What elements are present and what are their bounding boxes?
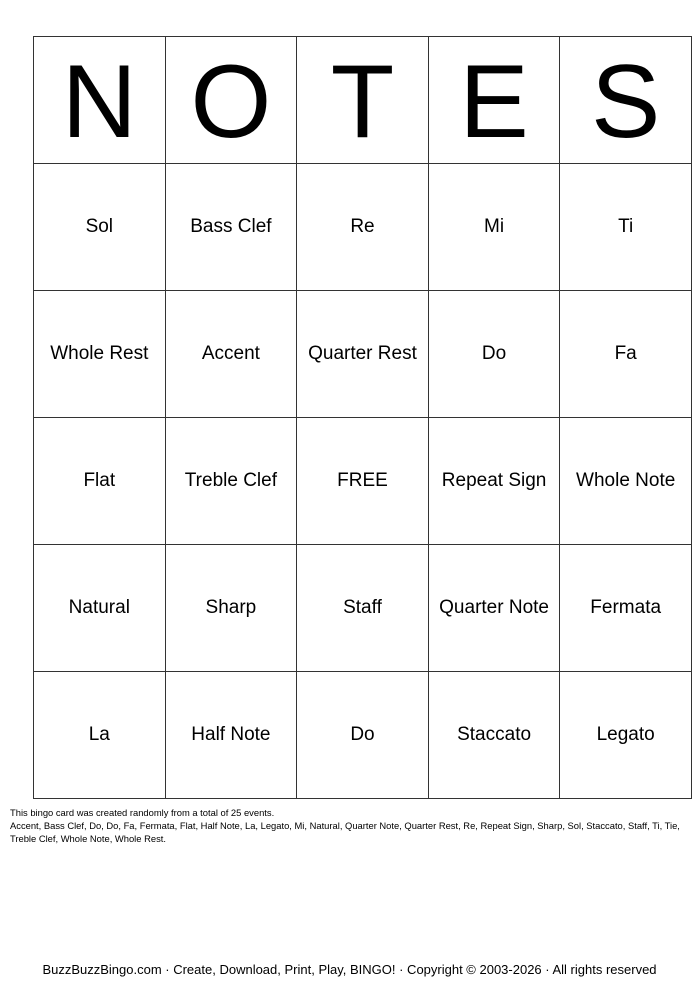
header-cell	[165, 37, 297, 164]
free-cell: FREE	[297, 418, 429, 545]
card-cell: Do	[428, 291, 560, 418]
bingo-card	[33, 36, 692, 799]
header-letter: T	[330, 44, 395, 160]
header-cell	[297, 37, 429, 164]
card-cell: Do	[297, 672, 429, 799]
card-cell: Accent	[165, 291, 297, 418]
card-cell: Treble Clef	[165, 418, 297, 545]
card-cell: Mi	[428, 164, 560, 291]
header-cell	[560, 37, 692, 164]
card-row	[34, 291, 692, 418]
card-cell: Staff	[297, 545, 429, 672]
card-cell: Staccato	[428, 672, 560, 799]
header-letter: O	[190, 44, 272, 160]
card-cell: Quarter Rest	[297, 291, 429, 418]
card-row	[34, 545, 692, 672]
card-cell: La	[34, 672, 166, 799]
card-cell: Ti	[560, 164, 692, 291]
card-cell: Sharp	[165, 545, 297, 672]
card-cell: Bass Clef	[165, 164, 297, 291]
generation-note	[10, 806, 690, 846]
card-cell: Whole Note	[560, 418, 692, 545]
card-row	[34, 164, 692, 291]
header-letter: E	[459, 44, 529, 160]
card-cell: Fa	[560, 291, 692, 418]
card-cell: Legato	[560, 672, 692, 799]
header-letter: S	[590, 44, 661, 160]
card-cell: Flat	[34, 418, 166, 545]
card-cell: Fermata	[560, 545, 692, 672]
card-row	[34, 418, 692, 545]
card-cell: Sol	[34, 164, 166, 291]
card-cell: Half Note	[165, 672, 297, 799]
card-cell: Quarter Note	[428, 545, 560, 672]
note-event-list: Accent, Bass Clef, Do, Do, Fa, Fermata, Flat, Half Note, La, Legato, Mi, Natural, Quarter Note, Quarter Rest, Re, Repeat Sign, Sharp, Sol, Staccato, Staff, Ti, Tie, Treble Clef, Whole Note, Whole Rest.	[10, 820, 680, 845]
card-row	[34, 672, 692, 799]
card-cell: Natural	[34, 545, 166, 672]
footer-copyright: BuzzBuzzBingo.com · Create, Download, Print, Play, BINGO! · Copyright © 2003-2026 · All rights reserved	[42, 962, 657, 977]
card-cell: Whole Rest	[34, 291, 166, 418]
card-cell: Repeat Sign	[428, 418, 560, 545]
note-summary: This bingo card was created randomly from a total of 25 events.	[10, 807, 275, 818]
header-cell	[428, 37, 560, 164]
header-cell	[34, 37, 166, 164]
header-row	[34, 37, 692, 164]
card-cell: Re	[297, 164, 429, 291]
header-letter: N	[61, 44, 137, 160]
